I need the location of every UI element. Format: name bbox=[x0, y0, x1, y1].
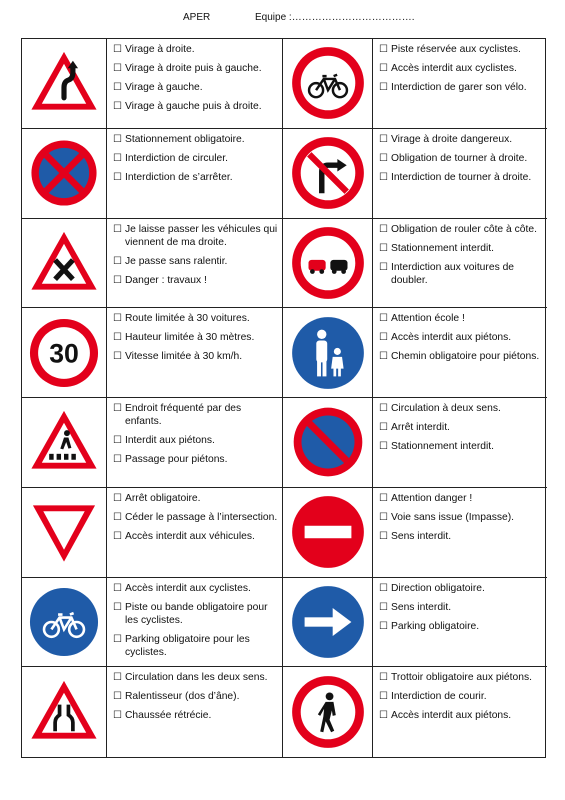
checkbox[interactable]: ☐ bbox=[379, 582, 388, 594]
option-label: Attention école ! bbox=[390, 313, 465, 325]
answer-option[interactable] bbox=[379, 261, 543, 287]
answer-option[interactable] bbox=[379, 331, 543, 344]
option-label: Interdiction de circuler. bbox=[124, 152, 228, 164]
option-label: Endroit fréquenté par des enfants. bbox=[124, 403, 242, 427]
checkbox[interactable]: ☐ bbox=[113, 710, 122, 722]
checkbox[interactable]: ☐ bbox=[113, 492, 122, 504]
answer-option[interactable] bbox=[113, 62, 278, 75]
answer-option[interactable] bbox=[379, 62, 543, 75]
sign-cell bbox=[22, 578, 107, 668]
answer-option[interactable] bbox=[379, 601, 543, 614]
answer-options bbox=[107, 578, 283, 668]
answer-options bbox=[373, 308, 547, 398]
checkbox[interactable]: ☐ bbox=[379, 530, 388, 542]
checkbox[interactable]: ☐ bbox=[113, 152, 122, 164]
checkbox[interactable]: ☐ bbox=[113, 63, 122, 74]
checkbox[interactable]: ☐ bbox=[113, 582, 122, 594]
sign-cell bbox=[22, 219, 107, 309]
checkbox[interactable]: ☐ bbox=[379, 601, 388, 613]
answer-option[interactable] bbox=[379, 171, 543, 184]
option-label: Obligation de rouler côte à côte. bbox=[390, 223, 537, 235]
answer-option[interactable] bbox=[113, 223, 278, 249]
option-label: Accès interdit aux piétons. bbox=[390, 332, 512, 344]
answer-option[interactable] bbox=[113, 100, 278, 113]
option-label: Passage pour piétons. bbox=[124, 454, 228, 465]
checkbox[interactable]: ☐ bbox=[113, 530, 122, 542]
answer-option[interactable] bbox=[379, 620, 543, 633]
option-label: Arrêt interdit. bbox=[390, 422, 450, 433]
answer-option[interactable] bbox=[113, 492, 278, 505]
answer-option[interactable] bbox=[379, 350, 543, 363]
option-label: Vitesse limitée à 30 km/h. bbox=[124, 351, 243, 363]
answer-option[interactable] bbox=[113, 331, 278, 344]
option-label: Parking obligatoire. bbox=[390, 620, 480, 632]
checkbox[interactable]: ☐ bbox=[379, 133, 388, 145]
option-label: Interdiction de courir. bbox=[390, 691, 487, 703]
checkbox[interactable]: ☐ bbox=[379, 242, 388, 254]
sign-cell bbox=[283, 667, 373, 757]
option-label: Arrêt obligatoire. bbox=[124, 492, 201, 504]
answer-option[interactable] bbox=[379, 152, 543, 165]
answer-options bbox=[107, 308, 283, 398]
answer-options bbox=[107, 488, 283, 578]
option-label: Trottoir obligatoire aux piétons. bbox=[390, 672, 532, 684]
header-aper: APER bbox=[183, 12, 211, 23]
answer-option[interactable] bbox=[113, 690, 278, 703]
option-label: Obligation de tourner à droite. bbox=[390, 152, 528, 164]
option-label: Virage à gauche puis à droite. bbox=[124, 101, 262, 112]
checkbox[interactable]: ☐ bbox=[113, 82, 122, 93]
checkbox[interactable]: ☐ bbox=[113, 101, 122, 112]
checkbox[interactable]: ☐ bbox=[113, 435, 122, 446]
answer-option[interactable] bbox=[113, 402, 278, 428]
checkbox[interactable]: ☐ bbox=[113, 672, 122, 684]
checkbox[interactable]: ☐ bbox=[379, 261, 388, 273]
pedestrian-path-icon bbox=[289, 314, 367, 392]
no-overtaking-icon bbox=[289, 224, 367, 302]
option-label: Accès interdit aux cyclistes. bbox=[124, 582, 251, 594]
answer-options bbox=[373, 398, 547, 488]
option-label: Virage à gauche. bbox=[124, 82, 203, 93]
no-bicycles-icon bbox=[289, 44, 367, 122]
option-label: Direction obligatoire. bbox=[390, 582, 485, 594]
option-label: Je laisse passer les véhicules qui viennent de ma droite. bbox=[124, 223, 278, 248]
option-label: Interdiction aux voitures de doubler. bbox=[390, 261, 515, 286]
answer-option[interactable] bbox=[379, 492, 543, 505]
option-label: Stationnement obligatoire. bbox=[124, 133, 245, 145]
option-label: Sens interdit. bbox=[390, 601, 452, 613]
answer-option[interactable] bbox=[379, 511, 543, 524]
checkbox[interactable]: ☐ bbox=[379, 63, 388, 74]
checkbox[interactable]: ☐ bbox=[113, 511, 122, 523]
answer-option[interactable] bbox=[113, 671, 278, 684]
sign-cell bbox=[283, 308, 373, 398]
option-label: Ralentisseur (dos d’âne). bbox=[124, 691, 240, 703]
checkbox[interactable]: ☐ bbox=[379, 403, 388, 414]
option-label: Hauteur limitée à 30 mètres. bbox=[124, 332, 255, 344]
answer-option[interactable] bbox=[113, 312, 278, 325]
checkbox[interactable]: ☐ bbox=[379, 422, 388, 433]
answer-options bbox=[107, 398, 283, 488]
checkbox[interactable]: ☐ bbox=[379, 44, 388, 55]
sign-cell bbox=[22, 129, 107, 219]
answer-option[interactable] bbox=[379, 242, 543, 255]
answer-options bbox=[107, 129, 283, 219]
direction-right-arrow-icon bbox=[289, 583, 367, 661]
answer-option[interactable] bbox=[379, 133, 543, 146]
answer-options bbox=[373, 129, 547, 219]
checkbox[interactable]: ☐ bbox=[379, 82, 388, 93]
option-label: Céder le passage à l’intersection. bbox=[124, 511, 278, 523]
option-label: Interdiction de tourner à droite. bbox=[390, 171, 532, 183]
checkbox[interactable]: ☐ bbox=[113, 133, 122, 145]
checkbox[interactable]: ☐ bbox=[113, 223, 122, 235]
pedestrian-crossing-warning-icon bbox=[27, 405, 101, 479]
checkbox[interactable]: ☐ bbox=[379, 332, 388, 344]
sign-cell bbox=[22, 667, 107, 757]
checkbox[interactable]: ☐ bbox=[379, 710, 388, 722]
road-narrows-warning-icon bbox=[27, 675, 101, 749]
option-label: Accès interdit aux cyclistes. bbox=[390, 63, 517, 74]
answer-option[interactable] bbox=[113, 152, 278, 165]
sign-cell bbox=[283, 39, 373, 129]
checkbox[interactable]: ☐ bbox=[113, 255, 122, 267]
checkbox[interactable]: ☐ bbox=[379, 441, 388, 452]
answer-option[interactable] bbox=[379, 223, 543, 236]
option-label: Circulation dans les deux sens. bbox=[124, 672, 268, 684]
checkbox[interactable]: ☐ bbox=[113, 44, 122, 55]
priority-crossroad-warning-icon bbox=[27, 226, 101, 300]
option-label: Piste ou bande obligatoire pour les cyclistes. bbox=[124, 601, 268, 626]
speed-value: 30 bbox=[49, 338, 79, 369]
page-header bbox=[0, 12, 565, 28]
answer-option[interactable] bbox=[379, 671, 543, 684]
checkbox[interactable]: ☐ bbox=[113, 691, 122, 703]
answer-option[interactable] bbox=[113, 633, 278, 659]
answer-option[interactable] bbox=[113, 274, 278, 287]
double-bend-right-warning-icon bbox=[27, 46, 101, 120]
checkbox[interactable]: ☐ bbox=[113, 403, 122, 414]
no-right-turn-icon bbox=[289, 134, 367, 212]
answer-option[interactable] bbox=[113, 709, 278, 722]
checkbox[interactable]: ☐ bbox=[379, 313, 388, 325]
answer-option[interactable] bbox=[379, 81, 543, 94]
answer-option[interactable] bbox=[379, 312, 543, 325]
checkbox[interactable]: ☐ bbox=[379, 691, 388, 703]
option-label: Attention danger ! bbox=[390, 492, 473, 504]
no-pedestrians-icon bbox=[289, 673, 367, 751]
option-label: Stationnement interdit. bbox=[390, 242, 494, 254]
no-parking-icon bbox=[289, 403, 367, 481]
no-entry-icon bbox=[289, 493, 367, 571]
sign-cell bbox=[22, 488, 107, 578]
yield-icon bbox=[27, 495, 101, 569]
checkbox[interactable]: ☐ bbox=[113, 351, 122, 363]
answer-option[interactable] bbox=[113, 511, 278, 524]
answer-option[interactable] bbox=[113, 582, 278, 595]
checkbox[interactable]: ☐ bbox=[113, 274, 122, 286]
sign-cell bbox=[283, 488, 373, 578]
answer-option[interactable] bbox=[379, 690, 543, 703]
checkbox[interactable]: ☐ bbox=[379, 492, 388, 504]
answer-option[interactable] bbox=[113, 453, 278, 466]
answer-option[interactable] bbox=[379, 530, 543, 543]
checkbox[interactable]: ☐ bbox=[113, 332, 122, 344]
sign-cell bbox=[283, 129, 373, 219]
option-label: Route limitée à 30 voitures. bbox=[124, 313, 250, 325]
answer-options bbox=[373, 219, 547, 309]
checkbox[interactable]: ☐ bbox=[379, 171, 388, 183]
answer-options bbox=[373, 488, 547, 578]
option-label: Interdiction de s’arrêter. bbox=[124, 171, 233, 183]
option-label: Virage à droite dangereux. bbox=[390, 133, 513, 145]
no-stopping-icon bbox=[27, 136, 101, 210]
option-label: Virage à droite puis à gauche. bbox=[124, 63, 262, 74]
checkbox[interactable]: ☐ bbox=[113, 313, 122, 325]
option-label: Stationnement interdit. bbox=[390, 441, 494, 452]
answer-options bbox=[107, 219, 283, 309]
option-label: Piste réservée aux cyclistes. bbox=[390, 44, 521, 55]
option-label: Interdiction de garer son vélo. bbox=[390, 82, 527, 93]
option-label: Accès interdit aux véhicules. bbox=[124, 530, 255, 542]
answer-option[interactable] bbox=[113, 133, 278, 146]
option-label: Accès interdit aux piétons. bbox=[390, 710, 512, 722]
header-team-field[interactable]: Equipe :………………………………. bbox=[255, 12, 415, 23]
option-label: Sens interdit. bbox=[390, 530, 452, 542]
sign-cell bbox=[283, 219, 373, 309]
option-label: Chemin obligatoire pour piétons. bbox=[390, 351, 540, 363]
answer-option[interactable] bbox=[379, 582, 543, 595]
answer-option[interactable] bbox=[379, 421, 543, 434]
answer-option[interactable] bbox=[113, 255, 278, 268]
answer-option[interactable] bbox=[113, 81, 278, 94]
answer-option[interactable] bbox=[379, 709, 543, 722]
quiz-grid bbox=[21, 38, 546, 758]
answer-option[interactable] bbox=[113, 530, 278, 543]
answer-option[interactable] bbox=[379, 43, 543, 56]
checkbox[interactable]: ☐ bbox=[379, 223, 388, 235]
option-label: Parking obligatoire pour les cyclistes. bbox=[124, 633, 250, 658]
checkbox[interactable]: ☐ bbox=[379, 620, 388, 632]
checkbox[interactable]: ☐ bbox=[113, 171, 122, 183]
answer-option[interactable] bbox=[113, 43, 278, 56]
sign-cell bbox=[22, 398, 107, 488]
answer-option[interactable] bbox=[379, 440, 543, 453]
checkbox[interactable]: ☐ bbox=[379, 672, 388, 684]
answer-option[interactable] bbox=[113, 171, 278, 184]
bicycle-path-icon bbox=[27, 585, 101, 659]
checkbox[interactable]: ☐ bbox=[379, 351, 388, 363]
checkbox[interactable]: ☐ bbox=[113, 601, 122, 613]
sign-cell bbox=[22, 39, 107, 129]
sign-cell bbox=[283, 578, 373, 668]
option-label: Danger : travaux ! bbox=[124, 274, 207, 286]
checkbox[interactable]: ☐ bbox=[113, 633, 122, 645]
answer-option[interactable] bbox=[113, 434, 278, 447]
speed-limit-30-icon bbox=[27, 316, 101, 390]
checkbox[interactable]: ☐ bbox=[379, 152, 388, 164]
sign-cell bbox=[283, 398, 373, 488]
answer-options bbox=[373, 578, 547, 668]
answer-option[interactable] bbox=[113, 350, 278, 363]
option-label: Chaussée rétrécie. bbox=[124, 710, 212, 722]
answer-options bbox=[107, 667, 283, 757]
answer-options bbox=[107, 39, 283, 129]
option-label: Circulation à deux sens. bbox=[390, 403, 501, 414]
answer-options bbox=[373, 667, 547, 757]
answer-option[interactable] bbox=[379, 402, 543, 415]
answer-option[interactable] bbox=[113, 601, 278, 627]
option-label: Virage à droite. bbox=[124, 44, 195, 55]
option-label: Interdit aux piétons. bbox=[124, 435, 215, 446]
option-label: Voie sans issue (Impasse). bbox=[390, 511, 515, 523]
checkbox[interactable]: ☐ bbox=[379, 511, 388, 523]
answer-options bbox=[373, 39, 547, 129]
sign-cell bbox=[22, 308, 107, 398]
checkbox[interactable]: ☐ bbox=[113, 454, 122, 465]
option-label: Je passe sans ralentir. bbox=[124, 255, 228, 267]
